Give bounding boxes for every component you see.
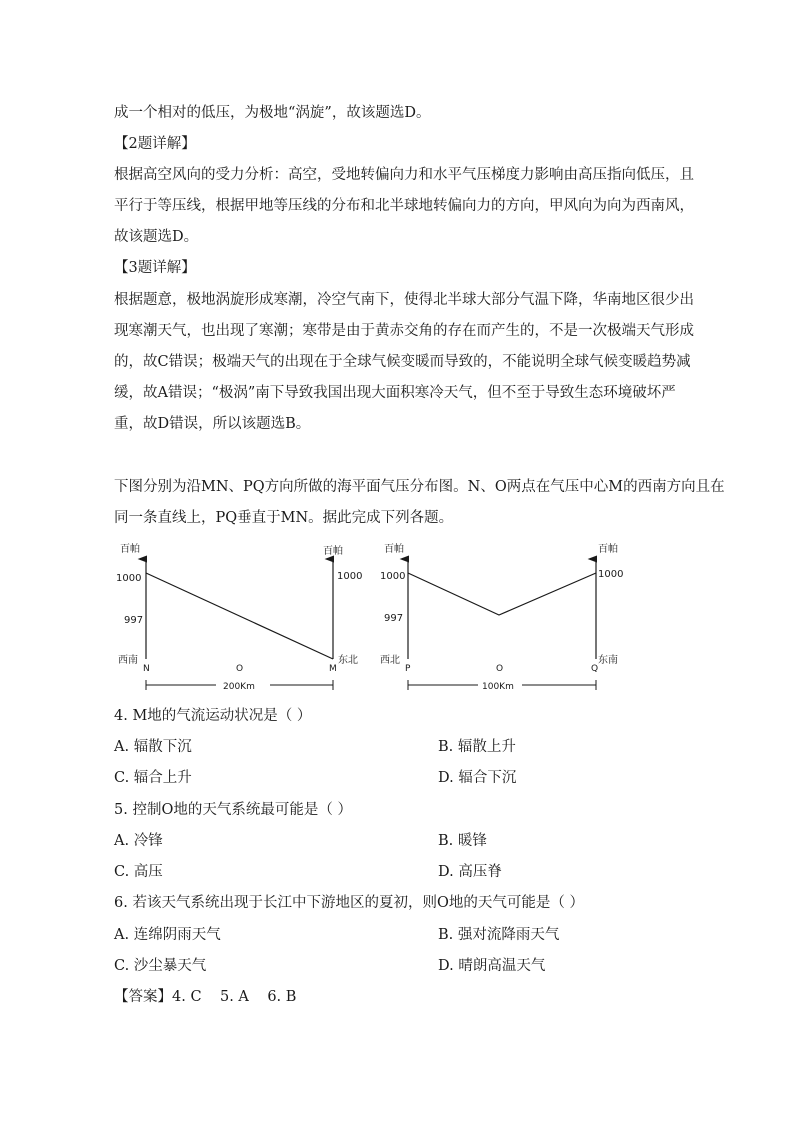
question-stem: 6. 若该天气系统出现于长江中下游地区的夏初，则O地的天气可能是（ ） <box>114 895 584 911</box>
y-axis-unit-right: 百帕 <box>323 546 343 557</box>
direction-right: 东南 <box>598 655 618 666</box>
text-line: 缓，故A错误；“极涡”南下导致我国出现大面积寒冷天气，但不至于导致生态环境破坏严 <box>114 385 676 401</box>
tick-997-left: 997 <box>124 615 144 626</box>
question-stem: 5. 控制O地的天气系统最可能是（ ） <box>114 802 352 818</box>
option-c: C. 沙尘暴天气 <box>114 958 207 974</box>
text-line: 故该题选D。 <box>114 229 199 245</box>
intro-line: 同一条直线上，PQ垂直于MN。据此完成下列各题。 <box>114 510 454 526</box>
text-line: 根据题意，极地涡旋形成寒潮，冷空气南下，使得北半球大部分气温下降，华南地区很少出 <box>114 292 694 308</box>
option-b: B. 暖锋 <box>438 833 487 849</box>
pressure-profile-pq <box>378 537 628 697</box>
answer-line: 【答案】4. C 5. A 6. B <box>114 989 297 1005</box>
text-line: 平行于等压线，根据甲地等压线的分布和北半球地转偏向力的方向，甲风向为向为西南风， <box>114 198 694 214</box>
distance-label: 100Km <box>482 682 514 692</box>
distance-label: 200Km <box>223 682 255 692</box>
point-label-o: O <box>236 664 244 674</box>
text-line: 现寒潮天气，也出现了寒潮；寒带是由于黄赤交角的存在而产生的，不是一次极端天气形成 <box>114 323 694 339</box>
text-line: 成一个相对的低压，为极地“涡旋”，故该题选D。 <box>114 105 431 121</box>
option-d: D. 高压脊 <box>438 864 502 880</box>
point-label-n: N <box>143 664 150 674</box>
intro-line: 下图分别为沿MN、PQ方向所做的海平面气压分布图。N、O两点在气压中心M的西南方向且在 <box>114 479 725 495</box>
option-d: D. 晴朗高温天气 <box>438 958 546 974</box>
y-axis-unit-left: 百帕 <box>384 544 404 555</box>
text-line: 重，故D错误，所以该题选B。 <box>114 416 311 432</box>
y-axis-unit-right: 百帕 <box>598 544 618 555</box>
option-c: C. 辐合上升 <box>114 770 192 786</box>
option-a: A. 冷锋 <box>114 833 163 849</box>
option-b: B. 辐散上升 <box>438 739 516 755</box>
pressure-profile-mn <box>110 537 363 697</box>
option-d: D. 辐合下沉 <box>438 770 517 786</box>
point-label-p: P <box>405 664 411 674</box>
text-line: 根据高空风向的受力分析：高空，受地转偏向力和水平气压梯度力影响由高压指向低压，且 <box>114 167 694 183</box>
pressure-line <box>146 573 333 659</box>
option-a: A. 连绵阴雨天气 <box>114 927 221 943</box>
section-heading: 【2题详解】 <box>114 136 196 152</box>
point-label-o: O <box>496 664 504 674</box>
option-c: C. 高压 <box>114 864 163 880</box>
option-a: A. 辐散下沉 <box>114 739 192 755</box>
direction-left: 西北 <box>380 655 400 666</box>
section-heading: 【3题详解】 <box>114 260 196 276</box>
tick-997-left: 997 <box>384 613 404 624</box>
tick-1000-right: 1000 <box>337 571 363 582</box>
tick-1000-left: 1000 <box>380 571 406 582</box>
option-b: B. 强对流降雨天气 <box>438 927 560 943</box>
direction-left: 西南 <box>118 655 138 666</box>
tick-1000-right: 1000 <box>598 569 624 580</box>
pressure-line <box>408 573 596 615</box>
point-label-m: M <box>329 664 337 674</box>
y-axis-unit-left: 百帕 <box>120 544 140 555</box>
tick-1000-left: 1000 <box>116 573 142 584</box>
point-label-q: Q <box>591 664 599 674</box>
direction-right: 东北 <box>338 655 358 666</box>
text-line: 的，故C错误；极端天气的出现在于全球气候变暖而导致的，不能说明全球气候变暖趋势减 <box>114 354 691 370</box>
question-stem: 4. M地的气流运动状况是（ ） <box>114 708 312 724</box>
